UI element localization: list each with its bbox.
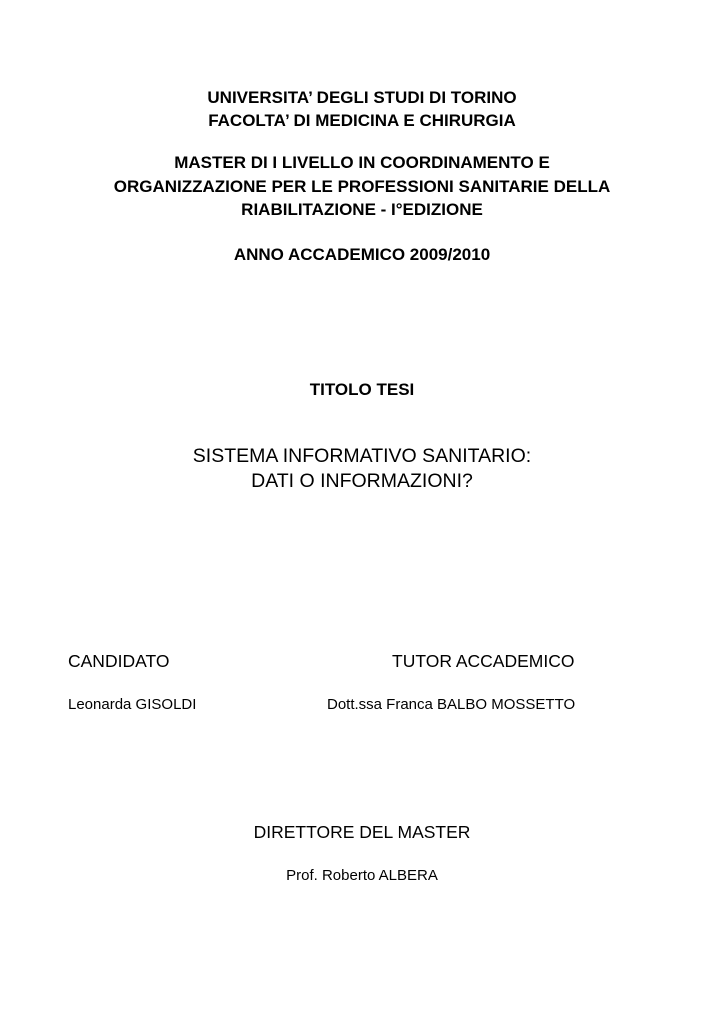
- master-program: [0, 151, 724, 222]
- thesis-title-line-1: SISTEMA INFORMATIVO SANITARIO:: [192, 445, 532, 467]
- candidate-label: CANDIDATO: [68, 651, 170, 671]
- thesis-title-label: TITOLO TESI: [309, 380, 415, 399]
- thesis-title-line-2: DATI O INFORMAZIONI?: [251, 470, 473, 492]
- tutor-name: Dott.ssa Franca BALBO MOSSETTO: [327, 696, 576, 713]
- master-line-3: RIABILITAZIONE - I°EDIZIONE: [241, 200, 483, 219]
- director-name: Prof. Roberto ALBERA: [286, 867, 438, 884]
- director-label: DIRETTORE DEL MASTER: [253, 822, 471, 842]
- institution-header: [0, 86, 724, 132]
- faculty-name: FACOLTA’ DI MEDICINA E CHIRURGIA: [208, 111, 516, 130]
- master-line-2: ORGANIZZAZIONE PER LE PROFESSIONI SANITARIE DELLA: [113, 176, 611, 196]
- academic-year: ANNO ACCADEMICO 2009/2010: [233, 245, 491, 264]
- university-name: UNIVERSITA’ DEGLI STUDI DI TORINO: [207, 88, 517, 107]
- tutor-label: TUTOR ACCADEMICO: [392, 651, 575, 671]
- master-line-1: MASTER DI I LIVELLO IN COORDINAMENTO E: [174, 153, 550, 172]
- candidate-name: Leonarda GISOLDI: [68, 696, 197, 713]
- thesis-title: [0, 444, 724, 494]
